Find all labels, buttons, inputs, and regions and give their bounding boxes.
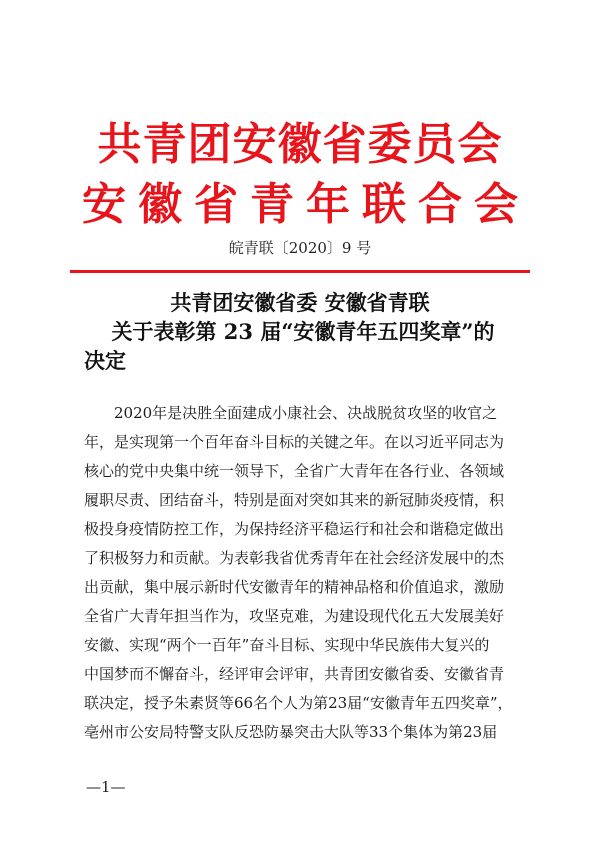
document-title-line-1: 共青团安徽省委 安徽省青联 bbox=[170, 290, 430, 315]
body-line-1: 2020年是决胜全面建成小康社会、决战脱贫攻坚的收官之 bbox=[114, 404, 498, 422]
body-line-8: 全省广大青年担当作为，攻坚克难，为建设现代化五大发展美好 bbox=[84, 607, 505, 625]
body-line-3: 核心的党中央集中统一领导下，全省广大青年在各行业、各领域 bbox=[84, 462, 505, 480]
body-line-9: 安徽、实现“两个一百年”奋斗目标、实现中华民族伟大复兴的 bbox=[84, 636, 490, 654]
document-number: 皖青联〔2020〕9 号 bbox=[228, 239, 372, 257]
issuer-header-line-2: 安徽省青年联合会 bbox=[82, 179, 530, 230]
body-line-10: 中国梦而不懈奋斗，经评审会评审，共青团安徽省委、安徽省青 bbox=[84, 665, 505, 683]
body-line-4: 履职尽责、团结奋斗，特别是面对突如其来的新冠肺炎疫情，积 bbox=[84, 491, 505, 509]
body-line-6: 了积极努力和贡献。为表彰我省优秀青年在社会经济发展中的杰 bbox=[84, 549, 505, 567]
document-title-line-3: 决定 bbox=[84, 348, 126, 373]
body-line-11: 联决定，授予朱素贤等66名个人为第23届“安徽青年五四奖章”， bbox=[84, 694, 513, 712]
body-line-2: 年，是实现第一个百年奋斗目标的关键之年。在以习近平同志为 bbox=[84, 433, 505, 451]
document-title-line-2: 关于表彰第 23 届“安徽青年五四奖章”的 bbox=[111, 319, 495, 344]
body-line-12: 亳州市公安局特警支队反恐防暴突击大队等33个集体为第23届 bbox=[84, 723, 498, 741]
page-number: —1— bbox=[86, 778, 126, 796]
body-line-7: 出贡献，集中展示新时代安徽青年的精神品格和价值追求，激励 bbox=[84, 578, 505, 596]
red-divider-line bbox=[70, 270, 530, 273]
body-line-5: 极投身疫情防控工作，为保持经济平稳运行和社会和谐稳定做出 bbox=[84, 520, 505, 538]
issuer-header-line-1: 共青团安徽省委员会 bbox=[97, 119, 503, 170]
